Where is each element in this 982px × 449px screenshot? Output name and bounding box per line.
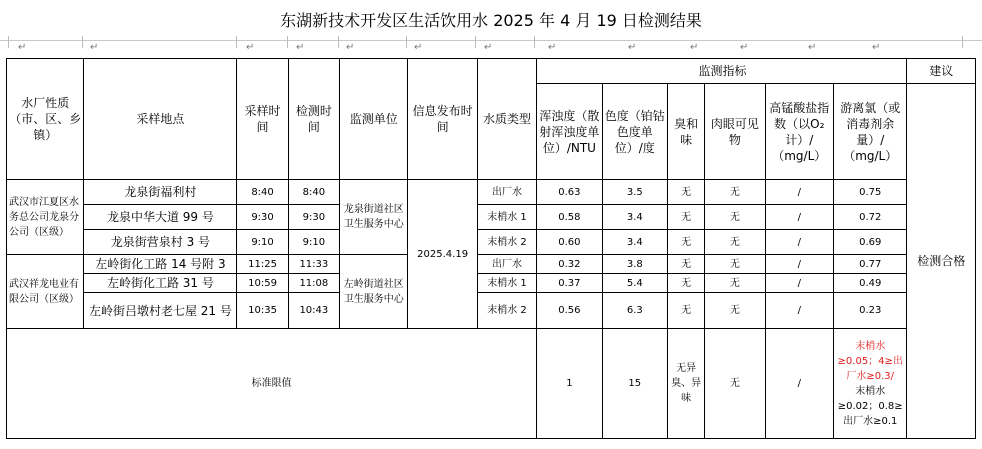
test-time-cell: 11:33 bbox=[288, 255, 339, 274]
header-unit: 监测单位 bbox=[340, 59, 408, 180]
color-cell: 6.3 bbox=[602, 293, 667, 329]
location-cell: 龙泉中华大道 99 号 bbox=[84, 205, 237, 230]
paragraph-mark: ↵ bbox=[296, 42, 305, 53]
limits-row bbox=[7, 329, 976, 439]
limit-color: 15 bbox=[602, 329, 667, 439]
paragraph-mark: ↵ bbox=[414, 42, 423, 53]
header-advice: 建议 bbox=[907, 59, 976, 84]
odor-cell: 无 bbox=[667, 205, 704, 230]
column-marker bbox=[338, 36, 339, 48]
column-marker bbox=[82, 36, 83, 48]
publish-time-cell: 2025.4.19 bbox=[408, 180, 477, 329]
footer-cutoff-line bbox=[640, 441, 840, 449]
water-type-cell: 出厂水 bbox=[477, 180, 536, 205]
unit-cell: 龙泉街道社区卫生服务中心 bbox=[340, 180, 408, 255]
water-type-cell: 末梢水 1 bbox=[477, 205, 536, 230]
header-water-type: 水质类型 bbox=[477, 59, 536, 180]
color-cell: 5.4 bbox=[602, 274, 667, 293]
test-time-cell: 8:40 bbox=[288, 180, 339, 205]
permanganate-cell: / bbox=[765, 180, 833, 205]
visible-cell: 无 bbox=[705, 274, 765, 293]
visible-cell: 无 bbox=[705, 180, 765, 205]
paragraph-mark: ↵ bbox=[246, 42, 255, 53]
chlorine-cell: 0.75 bbox=[833, 180, 907, 205]
header-visible: 肉眼可见物 bbox=[705, 84, 765, 180]
paragraph-mark: ↵ bbox=[18, 42, 27, 53]
table-row bbox=[7, 180, 976, 205]
column-marker bbox=[406, 36, 407, 48]
plant-cell: 武汉祥龙电业有限公司（区级） bbox=[7, 255, 84, 329]
paragraph-mark: ↵ bbox=[90, 42, 99, 53]
test-time-cell: 9:10 bbox=[288, 230, 339, 255]
location-cell: 左岭街化工路 14 号附 3 bbox=[84, 255, 237, 274]
limit-permanganate: / bbox=[765, 329, 833, 439]
sample-time-cell: 10:35 bbox=[237, 293, 288, 329]
odor-cell: 无 bbox=[667, 274, 704, 293]
header-test-time: 检测时间 bbox=[288, 59, 339, 180]
permanganate-cell: / bbox=[765, 230, 833, 255]
turbidity-cell: 0.37 bbox=[537, 274, 602, 293]
permanganate-cell: / bbox=[765, 274, 833, 293]
turbidity-cell: 0.58 bbox=[537, 205, 602, 230]
odor-cell: 无 bbox=[667, 293, 704, 329]
header-plant: 水厂性质（市、区、乡镇） bbox=[7, 59, 84, 180]
water-type-cell: 出厂水 bbox=[477, 255, 536, 274]
limit-chlorine bbox=[833, 329, 907, 439]
location-cell: 左岭街化工路 31 号 bbox=[84, 274, 237, 293]
table-row bbox=[7, 230, 976, 255]
chlorine-cell: 0.77 bbox=[833, 255, 907, 274]
paragraph-mark: ↵ bbox=[484, 42, 493, 53]
paragraph-mark: ↵ bbox=[346, 42, 355, 53]
test-time-cell: 11:08 bbox=[288, 274, 339, 293]
unit-cell: 左岭街道社区卫生服务中心 bbox=[340, 255, 408, 329]
color-cell: 3.4 bbox=[602, 205, 667, 230]
location-cell: 龙泉街福利村 bbox=[84, 180, 237, 205]
visible-cell: 无 bbox=[705, 293, 765, 329]
chlorine-cell: 0.23 bbox=[833, 293, 907, 329]
turbidity-cell: 0.60 bbox=[537, 230, 602, 255]
sample-time-cell: 10:59 bbox=[237, 274, 288, 293]
paragraph-mark: ↵ bbox=[690, 42, 699, 53]
column-marker bbox=[287, 36, 288, 48]
header-location: 采样地点 bbox=[84, 59, 237, 180]
header-chlorine: 游离氯（或消毒剂余量）/（mg/L） bbox=[833, 84, 907, 180]
paragraph-mark: ↵ bbox=[740, 42, 749, 53]
chlorine-cell: 0.69 bbox=[833, 230, 907, 255]
visible-cell: 无 bbox=[705, 255, 765, 274]
table-row bbox=[7, 274, 976, 293]
permanganate-cell: / bbox=[765, 293, 833, 329]
limit-chlorine-text: 末梢水≥0.02；0.8≥出厂水≥0.1 bbox=[837, 385, 903, 427]
limit-odor: 无异臭、异味 bbox=[667, 329, 704, 439]
visible-cell: 无 bbox=[705, 205, 765, 230]
sample-time-cell: 8:40 bbox=[237, 180, 288, 205]
column-marker bbox=[534, 36, 535, 48]
limit-chlorine-red-text: 末梢水≥0.05；4≥出厂水≥0.3/ bbox=[837, 340, 903, 382]
turbidity-cell: 0.32 bbox=[537, 255, 602, 274]
limits-label: 标准限值 bbox=[7, 329, 537, 439]
ruler-bar bbox=[0, 40, 982, 57]
turbidity-cell: 0.63 bbox=[537, 180, 602, 205]
color-cell: 3.5 bbox=[602, 180, 667, 205]
chlorine-cell: 0.49 bbox=[833, 274, 907, 293]
paragraph-mark: ↵ bbox=[872, 42, 881, 53]
sample-time-cell: 11:25 bbox=[237, 255, 288, 274]
column-marker bbox=[475, 36, 476, 48]
odor-cell: 无 bbox=[667, 180, 704, 205]
sample-time-cell: 9:30 bbox=[237, 205, 288, 230]
color-cell: 3.8 bbox=[602, 255, 667, 274]
water-type-cell: 末梢水 1 bbox=[477, 274, 536, 293]
water-type-cell: 末梢水 2 bbox=[477, 230, 536, 255]
odor-cell: 无 bbox=[667, 255, 704, 274]
water-type-cell: 末梢水 2 bbox=[477, 293, 536, 329]
header-color: 色度（铂钴色度单位）/度 bbox=[602, 84, 667, 180]
header-sample-time: 采样时间 bbox=[237, 59, 288, 180]
header-publish-time: 信息发布时间 bbox=[408, 59, 477, 180]
page-title: 东湖新技术开发区生活饮用水 2025 年 4 月 19 日检测结果 bbox=[280, 11, 702, 30]
header-permanganate: 高锰酸盐指数（以O₂计）/（mg/L） bbox=[765, 84, 833, 180]
table-row bbox=[7, 293, 976, 329]
chlorine-cell: 0.72 bbox=[833, 205, 907, 230]
table-header-row bbox=[7, 59, 976, 84]
results-table bbox=[6, 58, 976, 439]
plant-cell: 武汉市江夏区水务总公司龙泉分公司（区级） bbox=[7, 180, 84, 255]
location-cell: 龙泉街营泉村 3 号 bbox=[84, 230, 237, 255]
test-time-cell: 9:30 bbox=[288, 205, 339, 230]
column-marker bbox=[962, 36, 963, 48]
color-cell: 3.4 bbox=[602, 230, 667, 255]
paragraph-mark: ↵ bbox=[808, 42, 817, 53]
header-turbidity: 浑浊度（散射浑浊度单位）/NTU bbox=[537, 84, 602, 180]
test-time-cell: 10:43 bbox=[288, 293, 339, 329]
paragraph-mark: ↵ bbox=[548, 42, 557, 53]
limit-visible: 无 bbox=[705, 329, 765, 439]
paragraph-mark: ↵ bbox=[628, 42, 637, 53]
location-cell: 左岭街吕墩村老七屋 21 号 bbox=[84, 293, 237, 329]
header-odor: 臭和味 bbox=[667, 84, 704, 180]
permanganate-cell: / bbox=[765, 255, 833, 274]
advice-cell: 检测合格 bbox=[907, 84, 976, 439]
turbidity-cell: 0.56 bbox=[537, 293, 602, 329]
odor-cell: 无 bbox=[667, 230, 704, 255]
limit-turbidity: 1 bbox=[537, 329, 602, 439]
table-row bbox=[7, 205, 976, 230]
table-row bbox=[7, 255, 976, 274]
column-marker bbox=[8, 36, 9, 48]
column-marker bbox=[236, 36, 237, 48]
visible-cell: 无 bbox=[705, 230, 765, 255]
permanganate-cell: / bbox=[765, 205, 833, 230]
header-indicators: 监测指标 bbox=[537, 59, 907, 84]
sample-time-cell: 9:10 bbox=[237, 230, 288, 255]
